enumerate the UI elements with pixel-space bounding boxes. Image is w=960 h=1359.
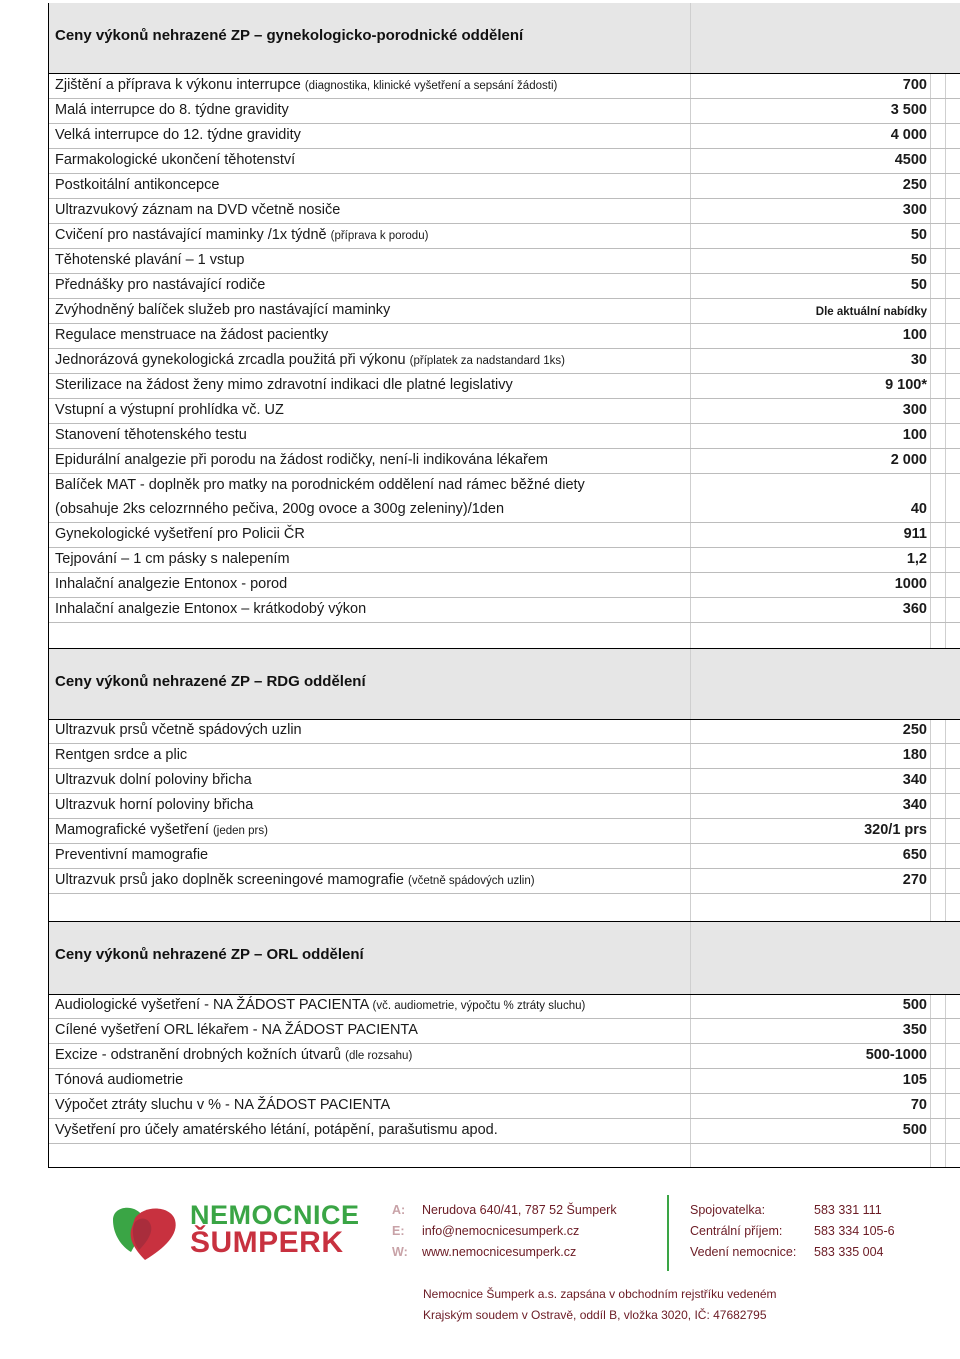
service-label: Ultrazvukový záznam na DVD včetně nosiče [55,202,341,218]
service-price: 70 [910,1097,927,1113]
price-list-sheet [48,3,960,1168]
section-title: Ceny výkonů nehrazené ZP – gynekologicko-porodnické oddělení [55,27,524,44]
service-label: Cílené vyšetření ORL lékařem - NA ŽÁDOST PACIENTA [55,1022,418,1038]
service-price: 911 [903,526,927,542]
service-price: 50 [910,277,927,293]
service-label: Velká interrupce do 12. týdne gravidity [55,127,301,143]
price-row [49,597,960,623]
section-title: Ceny výkonů nehrazené ZP – RDG oddělení [55,673,366,690]
price-row [49,718,960,744]
price-row [49,993,960,1019]
price-row [49,547,960,573]
service-note: (dle rozsahu) [345,1050,413,1062]
heart-logo-icon [105,1200,185,1264]
price-row [49,522,960,548]
service-price: 500 [902,997,927,1013]
price-row [49,73,960,99]
service-price: 40 [910,501,927,517]
service-note: (příprava k porodu) [330,230,429,242]
service-price: 4 000 [890,127,927,143]
service-price: 100 [902,327,927,343]
price-row [49,348,960,374]
section-header-orl [49,921,960,995]
service-label: Těhotenské plavání – 1 vstup [55,252,245,268]
price-row [49,572,960,598]
email-line: E: info@nemocnicesumperk.cz [392,1224,580,1238]
email-link[interactable]: info@nemocnicesumperk.cz [422,1224,580,1238]
service-label: Mamografické vyšetření (jeden prs) [55,822,268,838]
section-header-rdg [49,648,960,720]
price-row [49,173,960,199]
service-label: Zvýhodněný balíček služeb pro nastávající maminky [55,302,391,318]
service-label: Přednášky pro nastávající rodiče [55,277,266,293]
service-label: Audiologické vyšetření - NA ŽÁDOST PACIENTA (vč. audiometrie, výpočtu % ztráty sluchu) [55,997,586,1013]
price-row [49,373,960,399]
web-line: W: www.nemocnicesumperk.cz [392,1245,577,1259]
web-link[interactable]: www.nemocnicesumperk.cz [422,1245,577,1259]
price-row [49,148,960,174]
price-row [49,843,960,869]
service-label: Tejpování – 1 cm pásky s nalepením [55,551,290,567]
price-row [49,248,960,274]
price-row [49,1043,960,1069]
service-price: 3 500 [890,102,927,118]
service-price: 9 100* [885,377,927,393]
service-label: Ultrazvuk horní poloviny břicha [55,797,254,813]
service-label: Jednorázová gynekologická zrcadla použitá při výkonu (příplatek za nadstandard 1ks) [55,352,565,368]
footer-divider [667,1195,669,1271]
service-label: Vstupní a výstupní prohlídka vč. UZ [55,402,284,418]
service-label: Farmakologické ukončení těhotenství [55,152,296,168]
price-row [49,1118,960,1144]
price-row [49,298,960,324]
service-note: (diagnostika, klinické vyšetření a sepsání žádosti) [304,80,558,92]
price-row [49,98,960,124]
service-price: 650 [902,847,927,863]
service-price: 50 [910,252,927,268]
service-price: 50 [910,227,927,243]
service-label: Ultrazvuk prsů včetně spádových uzlin [55,722,302,738]
service-price: 700 [902,77,927,93]
service-label: Výpočet ztráty sluchu v % - NA ŽÁDOST PACIENTA [55,1097,391,1113]
price-row [49,398,960,424]
service-label-continued: (obsahuje 2ks celozrnného pečiva, 200g ovoce a 300g zeleniny)/1den [55,501,505,517]
price-row [49,1018,960,1044]
service-price: 350 [902,1022,927,1038]
price-row [49,473,960,523]
service-label: Sterilizace na žádost ženy mimo zdravotní indikaci dle platné legislativy [55,377,513,393]
price-row [49,223,960,249]
logo-text-sumperk: ŠUMPERK [190,1226,344,1259]
service-price: 340 [902,772,927,788]
service-price: 100 [902,427,927,443]
service-label: Ultrazvuk dolní poloviny břicha [55,772,252,788]
service-note: (vč. audiometrie, výpočtu % ztráty sluchu) [372,1000,586,1012]
service-note: (jeden prs) [212,825,268,837]
service-price: 250 [902,177,927,193]
service-label: Regulace menstruace na žádost pacientky [55,327,329,343]
price-row [49,273,960,299]
price-row [49,793,960,819]
price-row [49,448,960,474]
price-row [49,868,960,894]
price-row [49,323,960,349]
service-note: (včetně spádových uzlin) [408,875,535,887]
service-price: Dle aktuální nabídky [815,306,927,318]
service-price: 1,2 [906,551,927,567]
service-label: Ultrazvuk prsů jako doplněk screeningové mamografie (včetně spádových uzlin) [55,872,535,888]
service-price: 105 [902,1072,927,1088]
service-price: 2 000 [890,452,927,468]
service-label: Epidurální analgezie při porodu na žádost rodičky, není-li indikována lékařem [55,452,549,468]
service-label: Malá interrupce do 8. týdne gravidity [55,102,289,118]
service-price: 300 [902,202,927,218]
price-row [49,423,960,449]
price-row [49,768,960,794]
admission-line: Centrální příjem: 583 334 105-6 [690,1224,895,1238]
service-price: 270 [902,872,927,888]
service-label: Preventivní mamografie [55,847,209,863]
service-price: 360 [902,601,927,617]
price-row [49,1093,960,1119]
legal-line-1: Nemocnice Šumperk a.s. zapsána v obchodním rejstříku vedeném [423,1287,777,1301]
service-price: 500 [902,1122,927,1138]
service-note: (příplatek za nadstandard 1ks) [409,355,565,367]
management-line: Vedení nemocnice: 583 335 004 [690,1245,884,1259]
service-label: Gynekologické vyšetření pro Policii ČR [55,526,305,542]
service-label: Zjištění a příprava k výkonu interrupce (diagnostika, klinické vyšetření a sepsání žádosti) [55,77,558,93]
legal-line-2: Krajským soudem v Ostravě, oddíl B, vložka 3020, IČ: 47682795 [423,1308,767,1322]
price-row [49,123,960,149]
price-row [49,1068,960,1094]
service-price: 1000 [894,576,927,592]
price-row [49,743,960,769]
service-price: 300 [902,402,927,418]
service-label: Inhalační analgezie Entonox – krátkodobý výkon [55,601,367,617]
service-price: 500-1000 [865,1047,927,1063]
service-price: 250 [902,722,927,738]
service-price: 30 [910,352,927,368]
switchboard-line: Spojovatelka: 583 331 111 [690,1203,882,1217]
service-price: 180 [902,747,927,763]
service-label: Rentgen srdce a plic [55,747,188,763]
service-price: 320/1 prs [864,822,927,838]
section-title: Ceny výkonů nehrazené ZP – ORL oddělení [55,946,364,963]
service-price: 4500 [894,152,927,168]
service-label: Balíček MAT - doplněk pro matky na porodnickém oddělení nad rámec běžné diety [55,477,585,493]
service-label: Excize - odstranění drobných kožních útvarů (dle rozsahu) [55,1047,413,1063]
service-label: Postkoitální antikoncepce [55,177,220,193]
price-row [49,818,960,844]
address-line: A: Nerudova 640/41, 787 52 Šumperk [392,1203,617,1217]
service-label: Cvičení pro nastávající maminky /1x týdně (příprava k porodu) [55,227,429,243]
service-label: Inhalační analgezie Entonox - porod [55,576,288,592]
service-label: Vyšetření pro účely amatérského létání, potápění, parašutismu apod. [55,1122,498,1138]
service-label: Tónová audiometrie [55,1072,184,1088]
service-price: 340 [902,797,927,813]
price-row [49,198,960,224]
service-label: Stanovení těhotenského testu [55,427,247,443]
section-header-gyn [49,3,960,74]
logo-text-nemocnice: NEMOCNICE [190,1200,360,1230]
